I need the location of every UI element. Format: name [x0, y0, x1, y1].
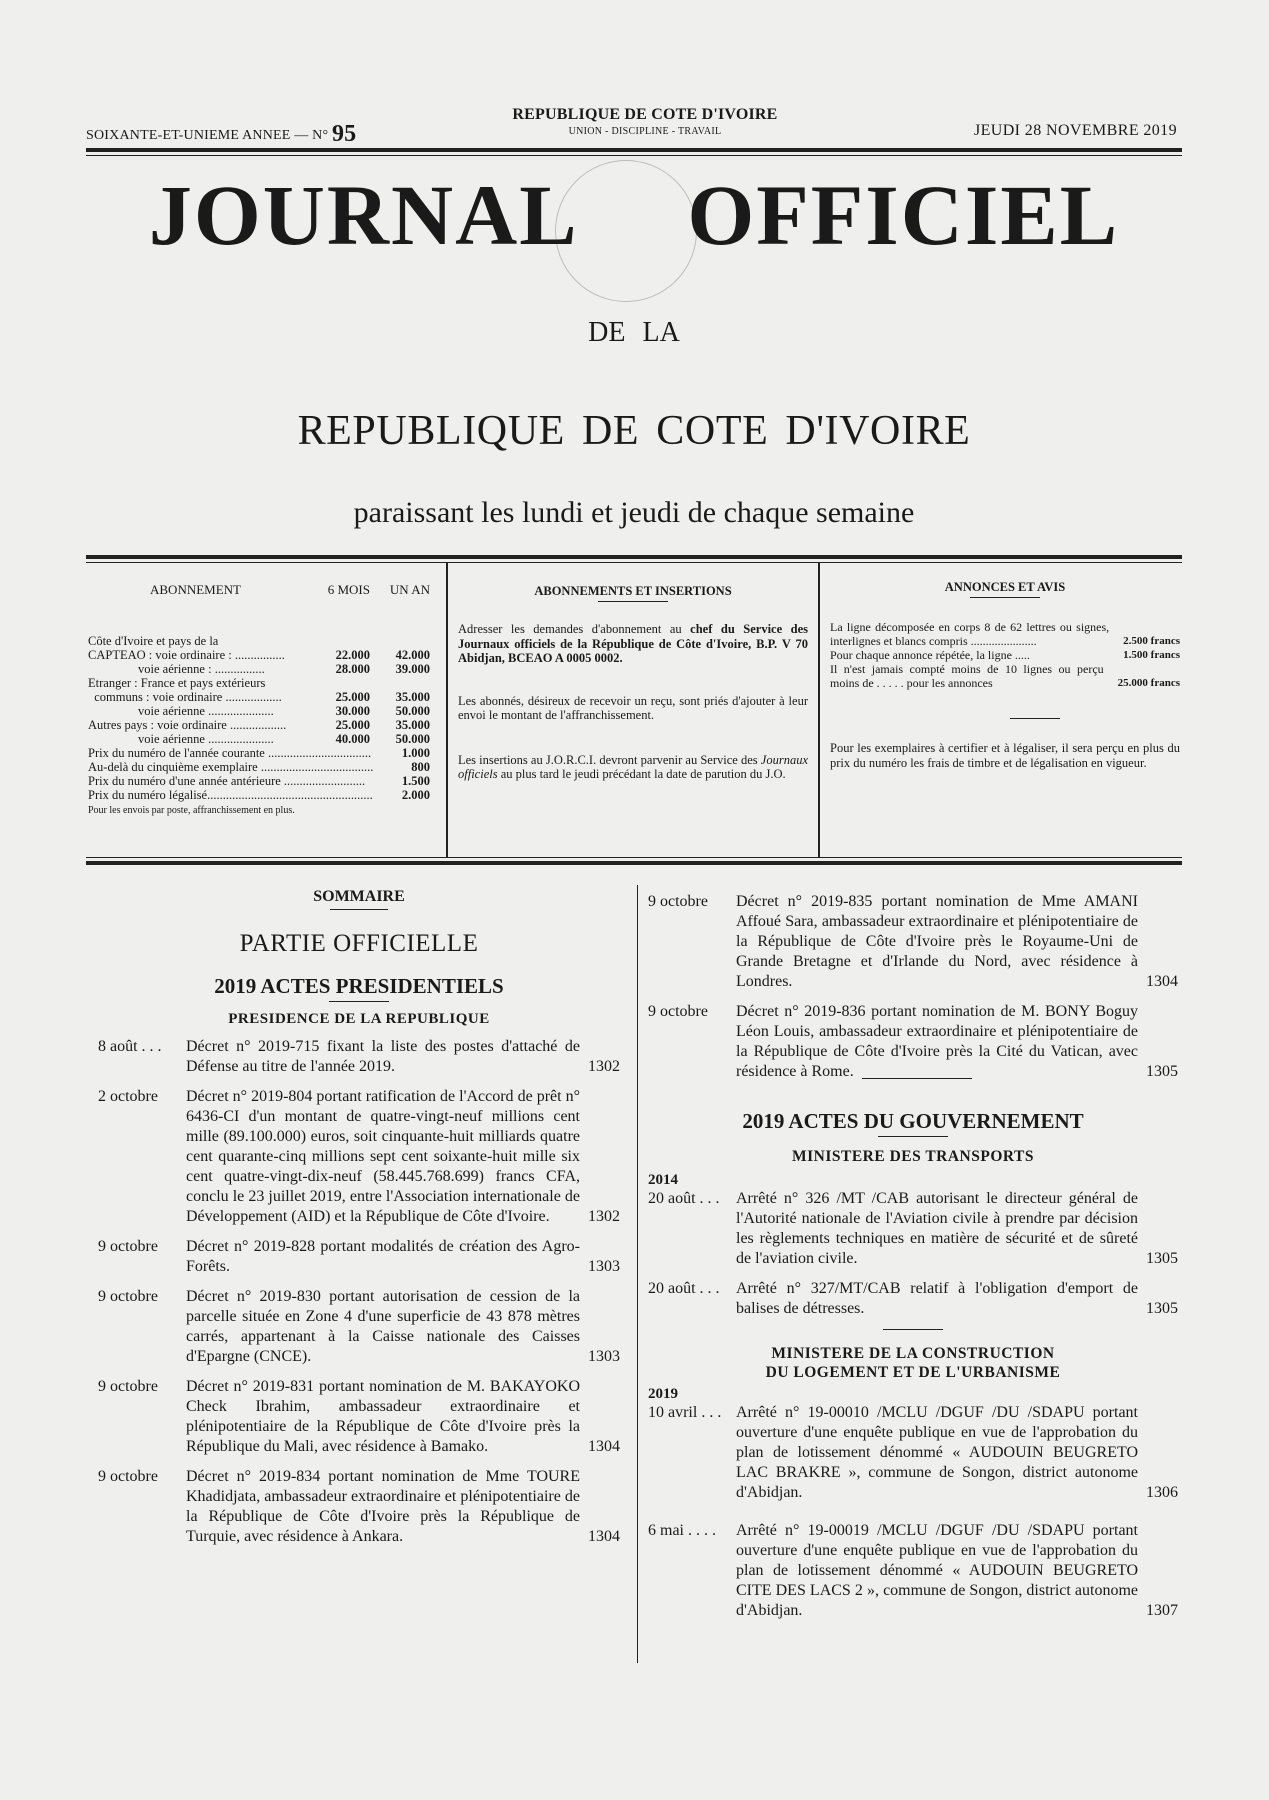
annonce-row-price: 1.500 francs	[1123, 649, 1180, 661]
subscription-row-one-year	[370, 676, 430, 690]
header-rule-thick	[86, 148, 1182, 152]
subscription-row-one-year: 1.000	[401, 746, 430, 760]
subscription-row-six-months: 28.000	[335, 662, 370, 676]
subscription-row-one-year: 800	[411, 760, 430, 774]
masthead-de-la: DE LA	[588, 317, 680, 348]
entry-date: 9 octobre	[98, 1468, 158, 1485]
subscription-row-six-months	[373, 788, 402, 802]
entry-text: Décret n° 2019-828 portant modalités de création des Agro-Forêts.	[186, 1238, 580, 1275]
transport-entries-list	[648, 1189, 1178, 1319]
entry-page: 1305	[1146, 1063, 1178, 1080]
actes-gouvernement-rule	[878, 1136, 948, 1137]
subscription-rows	[88, 634, 430, 802]
insertions-p1-bold: chef du Service des Journaux officiels de la République de Côte d'Ivoire, B.P. V 70 Abidjan, BCEAO A 0005 0002.	[458, 622, 809, 665]
entry-date: 8 août . . .	[98, 1038, 162, 1055]
insertions-p3-b: au plus tard le jeudi précédant la date de parution du J.O.	[500, 767, 786, 781]
subscription-row-label: voie aérienne .....................	[88, 732, 274, 746]
subscription-row-six-months: 30.000	[335, 704, 370, 718]
subscription-row-one-year: 50.000	[395, 704, 430, 718]
annonce-row-price: 2.500 francs	[1123, 635, 1180, 647]
annonces-title: ANNONCES ET AVIS	[944, 580, 1066, 594]
entry-date: 9 octobre	[98, 1378, 158, 1395]
sommaire-entry	[648, 1279, 1178, 1319]
subscription-row	[88, 662, 430, 676]
subscription-row-one-year: 2.000	[401, 788, 430, 802]
info-top-rule-thin	[86, 562, 1182, 563]
entry-date: 9 octobre	[648, 1003, 708, 1020]
partie-officielle: PARTIE OFFICIELLE	[239, 930, 479, 957]
annonce-row	[830, 648, 1180, 662]
entry-date: 10 avril . . .	[648, 1404, 722, 1421]
subscription-row-six-months: 25.000	[335, 718, 370, 732]
annonces-note: Pour les exemplaires à certifier et à légaliser, il sera perçu en plus du prix du numéro les frais de timbre et de légalisation en vigueur.	[830, 741, 1180, 770]
insertions-p1	[458, 622, 808, 666]
issue-date: JEUDI 28 NOVEMBRE 2019	[973, 122, 1177, 139]
annonces-separator	[1010, 718, 1060, 719]
subscription-row	[88, 732, 430, 746]
insertions-box	[458, 584, 808, 782]
subscription-box	[88, 582, 430, 816]
entry-page: 1305	[1146, 1250, 1178, 1267]
actes-gouvernement-title: 2019 ACTES DU GOUVERNEMENT	[742, 1109, 1084, 1133]
entry-text: Décret n° 2019-715 fixant la liste des postes d'attaché de Défense au titre de l'année 2019.	[186, 1038, 580, 1075]
subscription-header-year: UN AN	[389, 582, 430, 597]
insertions-title: ABONNEMENTS ET INSERTIONS	[534, 584, 732, 598]
right-pres-list	[648, 892, 1178, 1082]
subscription-row	[88, 760, 430, 774]
min-construction-title-2: DU LOGEMENT ET DE L'URBANISME	[765, 1364, 1061, 1381]
entry-page: 1303	[588, 1258, 620, 1275]
annonce-row-price: 25.000 francs	[1117, 677, 1180, 689]
masthead-tagline: paraissant les lundi et jeudi de chaque semaine	[353, 496, 915, 529]
sommaire-entry	[648, 1521, 1178, 1621]
sommaire-entry	[98, 1037, 620, 1077]
entry-text: Décret n° 2019-830 portant autorisation de cession de la parcelle située en Zone 4 d'une superficie de 43 878 mètres carrés, appartenant à la Caisse nationale des Caisses d'Epargne (CNCE).	[186, 1288, 580, 1365]
info-bottom-rule-thick	[86, 861, 1182, 865]
edition-label	[86, 121, 356, 148]
sommaire-entry	[98, 1377, 620, 1457]
insertions-p3-a: Les insertions au J.O.R.C.I. devront parvenir au Service des	[458, 752, 758, 767]
subscription-row-one-year: 39.000	[395, 662, 430, 676]
sommaire-entry	[98, 1087, 620, 1227]
sommaire-entry	[98, 1287, 620, 1367]
entry-date: 9 octobre	[98, 1238, 158, 1255]
subscription-row-label: Au-delà du cinquième exemplaire ....................................	[88, 760, 374, 774]
sommaire-entry	[648, 1189, 1178, 1269]
actes-presidentiels-rule	[329, 1001, 389, 1002]
sommaire-entry	[648, 892, 1178, 992]
entry-text: Arrêté n° 326 /MT /CAB autorisant le directeur général de l'Autorité nationale de l'Aviation civile à prendre par décision les règlements techniques en matière de sécurité et de sûreté de l'aviation civile.	[736, 1190, 1138, 1267]
subscription-header-six: 6 MOIS	[327, 582, 370, 597]
header-rule-thin	[86, 155, 1182, 156]
subscription-row-six-months: 40.000	[335, 732, 370, 746]
entry-page: 1306	[1146, 1484, 1178, 1501]
sommaire-left-column	[98, 888, 620, 1557]
entry-date: 6 mai . . . .	[648, 1522, 716, 1539]
info-divider-2	[818, 563, 820, 857]
subscription-row	[88, 774, 430, 788]
sommaire-entry	[98, 1237, 620, 1277]
subscription-row	[88, 648, 430, 662]
sommaire-right-column	[648, 892, 1178, 1639]
entry-text: Arrêté n° 327/MT/CAB relatif à l'obligation d'emport de balises de détresses.	[736, 1280, 1138, 1317]
insertions-p2: Les abonnés, désireux de recevoir un reçu, sont priés d'ajouter à leur envoi le montant de l'affranchissement.	[458, 693, 808, 722]
annonces-box	[830, 580, 1180, 770]
subscription-row-label: Prix du numéro d'une année antérieure ..........................	[88, 774, 366, 788]
entry-date: 9 octobre	[648, 893, 708, 910]
entry-page: 1307	[1146, 1602, 1178, 1619]
subscription-row-label: Prix du numéro de l'année courante .................................	[88, 746, 372, 760]
subscription-row	[88, 746, 430, 760]
actes-presidentiels-title: 2019 ACTES PRESIDENTIELS	[214, 974, 504, 998]
entry-page: 1304	[588, 1528, 620, 1545]
subscription-row-one-year: 35.000	[395, 718, 430, 732]
subscription-row	[88, 704, 430, 718]
subscription-header-label: ABONNEMENT	[150, 582, 241, 597]
entry-page: 1302	[588, 1208, 620, 1225]
subscription-row-six-months: 22.000	[335, 648, 370, 662]
info-divider-1	[446, 563, 448, 857]
sommaire-entry	[648, 1403, 1178, 1503]
masthead-title: JOURNAL OFFICIEL	[148, 167, 1120, 263]
entry-text: Décret n° 2019-834 portant nomination de Mme TOURE Khadidjata, ambassadeur extraordinaire et plénipotentiaire de la République de Côte d'Ivoire près la République de Turquie, avec résidence à Ankara.	[186, 1468, 580, 1545]
edition-number: 95	[331, 121, 357, 147]
entry-date: 20 août . . .	[648, 1190, 720, 1207]
subscription-row-one-year: 50.000	[395, 732, 430, 746]
header-motto: UNION - DISCIPLINE - TRAVAIL	[568, 126, 722, 137]
info-top-rule-thick	[86, 555, 1182, 559]
subscription-row-six-months	[310, 676, 370, 690]
subscription-row-label: Autres pays : voie ordinaire ..................	[88, 718, 287, 732]
subscription-row-six-months: 25.000	[335, 690, 370, 704]
subscription-header	[88, 582, 430, 598]
subscription-row	[88, 634, 430, 648]
subscription-row-label: CAPTEAO : voie ordinaire : ................	[88, 648, 285, 662]
subscription-row-six-months	[310, 634, 370, 648]
year-2019: 2019	[648, 1386, 678, 1402]
entry-date: 2 octobre	[98, 1088, 158, 1105]
header-republic-block	[480, 106, 810, 137]
annonce-row	[830, 662, 1180, 690]
entry-date: 9 octobre	[98, 1288, 158, 1305]
entry-page: 1302	[588, 1058, 620, 1075]
masthead-republic: REPUBLIQUE DE COTE D'IVOIRE	[297, 408, 971, 454]
subscription-row-label: Etranger : France et pays extérieurs	[88, 676, 266, 690]
subscription-row-label: voie aérienne .....................	[88, 704, 274, 718]
subscription-row-one-year	[370, 634, 430, 648]
insertions-p3-italic: Journaux officiels	[458, 752, 808, 781]
entry-text: Décret n° 2019-836 portant nomination de M. BONY Boguy Léon Louis, ambassadeur extraordinaire et plénipotentiaire de la République de Côte d'Ivoire près la Cité du Vatican, avec résidence à Rome.	[736, 1003, 1138, 1080]
left-entries-list	[98, 1037, 620, 1547]
annonce-row-text: La ligne décomposée en corps 8 de 62 lettres ou signes, interlignes et blancs compris ......................	[830, 620, 1110, 648]
entry-page: 1304	[1146, 973, 1178, 990]
presidence-title: PRESIDENCE DE LA REPUBLIQUE	[228, 1011, 490, 1027]
sommaire-title-rule	[330, 909, 388, 910]
insertions-p1-plain: Adresser les demandes d'abonnement au	[458, 622, 682, 636]
construction-entries-list	[648, 1403, 1178, 1621]
subscription-row-one-year: 1.500	[401, 774, 430, 788]
subscription-note: Pour les envois par poste, affranchissement en plus.	[88, 805, 295, 816]
annonce-row	[830, 620, 1180, 648]
entry-text: Décret n° 2019-804 portant ratification de l'Accord de prêt n° 6436-CI d'un montant de quatre-vingt-neuf millions cent mille (89.100.000) euros, soit cinquante-huit milliards quatre cent quarante-cinq millions sept cent soixante-huit mille six cent quatre-vingt-dix-neuf (58.445.768.699) francs CFA, conclu le 23 juillet 2019, entre l'Association internationale de Développement (AID) et la République de Côte d'Ivoire.	[186, 1088, 580, 1225]
subscription-row-label: communs : voie ordinaire ..................	[88, 690, 282, 704]
entry-page: 1304	[588, 1438, 620, 1455]
subscription-row	[88, 690, 430, 704]
sommaire-column-divider	[637, 885, 638, 1663]
entry-page: 1305	[1146, 1300, 1178, 1317]
subscription-row-label: Côte d'Ivoire et pays de la	[88, 634, 219, 648]
subscription-row-label: voie aérienne : ................	[88, 662, 265, 676]
min-construction-title-1: MINISTERE DE LA CONSTRUCTION	[771, 1345, 1055, 1362]
info-bottom-rule-thin	[86, 857, 1182, 858]
entry-text: Décret n° 2019-831 portant nomination de M. BAKAYOKO Check Ibrahim, ambassadeur extraordinaire et plénipotentiaire de la République de Côte d'Ivoire près la République du Mali, avec résidence à Bamako.	[186, 1378, 580, 1455]
entry-text: Arrêté n° 19-00010 /MCLU /DGUF /DU /SDAPU portant ouverture d'une enquête publique en vue de l'approbation du plan de lotissement dénommé « AUDOUIN BEUGRETO LAC BRAKRE », commune de Songon, district autonome d'Abidjan.	[736, 1404, 1138, 1501]
annonces-rows	[830, 620, 1180, 690]
annonce-row-text: Pour chaque annonce répétée, la ligne .....	[830, 648, 1030, 662]
insertions-title-rule	[598, 601, 668, 602]
annonces-title-rule	[970, 597, 1040, 598]
min-transports-title: MINISTERE DES TRANSPORTS	[791, 1148, 1034, 1165]
subscription-row-one-year: 42.000	[395, 648, 430, 662]
subscription-row-one-year: 35.000	[395, 690, 430, 704]
subscription-row	[88, 676, 430, 690]
entry-page: 1303	[588, 1348, 620, 1365]
subscription-row-six-months	[371, 746, 400, 760]
entry-text: Arrêté n° 19-00019 /MCLU /DGUF /DU /SDAPU portant ouverture d'une enquête publique en vue de l'approbation du plan de lotissement dénommé « AUDOUIN BEUGRETO CITE DES LACS 2 », commune de Songon, district autonome d'Abidjan.	[736, 1522, 1138, 1619]
sommaire-entry	[98, 1467, 620, 1547]
transports-end-rule	[883, 1329, 943, 1330]
subscription-row-label: Prix du numéro légalisé.....................................................	[88, 788, 373, 802]
sommaire-title: SOMMAIRE	[313, 888, 405, 905]
edition-text: SOIXANTE-ET-UNIEME ANNEE — N°	[86, 128, 329, 143]
header-republic: REPUBLIQUE DE COTE D'IVOIRE	[512, 106, 778, 123]
subscription-row-six-months	[373, 760, 401, 774]
subscription-row	[88, 788, 430, 802]
insertions-p3	[458, 753, 808, 782]
subscription-row	[88, 718, 430, 732]
year-2014: 2014	[648, 1172, 678, 1188]
sommaire-entry	[648, 1002, 1178, 1082]
entry-text: Décret n° 2019-835 portant nomination de Mme AMANI Affoué Sara, ambassadeur extraordinaire et plénipotentiaire de la République de Côte d'Ivoire près le Royaume-Uni de Grande Bretagne et d'Irlande du Nord, avec résidence à Londres.	[736, 893, 1138, 990]
entry-date: 20 août . . .	[648, 1280, 720, 1297]
annonce-row-text: Il n'est jamais compté moins de 10 lignes ou perçu moins de . . . . . pour les annonces	[830, 662, 1104, 690]
subscription-row-six-months	[365, 774, 397, 788]
